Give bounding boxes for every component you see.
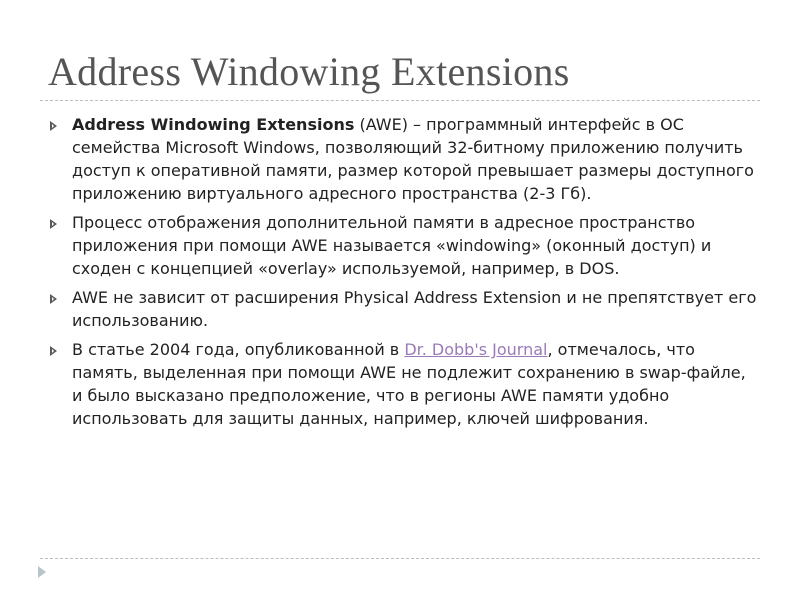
bullet-item-windowing <box>48 211 760 280</box>
slide-title: Address Windowing Extensions <box>48 49 570 94</box>
bullet-text: (AWE) – программный интерфейс в ОС семейства Microsoft Windows, позволяющий 32-битному приложению получить доступ к оперативной памяти, размер которой превышает размеры доступного приложению виртуального адресного пространства (2-3 Гб). <box>72 115 754 203</box>
bullet-item-pae <box>48 286 760 332</box>
footer-divider <box>40 558 760 559</box>
bullet-item-dobbs-article <box>48 338 760 430</box>
bullet-text-after: , отмечалось, что память, выделенная при помощи AWE не подлежит сохранению в swap-файле, и было высказано предположение, что в регионы AWE памяти удобно использовать для защиты данных, например, ключей шифрования. <box>72 340 746 428</box>
triangle-bullet-icon <box>50 219 57 229</box>
bullet-list <box>48 113 760 436</box>
bullet-text: Процесс отображения дополнительной памяти в адресное пространство приложения при помощи AWE называется «windowing» (оконный доступ) и сходен с концепцией «overlay» используемой, например, в DOS. <box>72 213 712 278</box>
triangle-bullet-icon <box>50 294 57 304</box>
dr-dobbs-journal-link[interactable]: Dr. Dobb's Journal <box>404 340 548 359</box>
bullet-item-awe-definition <box>48 113 760 205</box>
bullet-term: Address Windowing Extensions <box>72 115 355 134</box>
triangle-bullet-icon <box>50 346 57 356</box>
triangle-bullet-icon <box>50 121 57 131</box>
bullet-text-before: В статье 2004 года, опубликованной в <box>72 340 405 359</box>
triangle-corner-icon <box>38 566 46 578</box>
title-divider <box>40 100 760 101</box>
bullet-text: AWE не зависит от расширения Physical Address Extension и не препятствует его использованию. <box>72 288 757 330</box>
